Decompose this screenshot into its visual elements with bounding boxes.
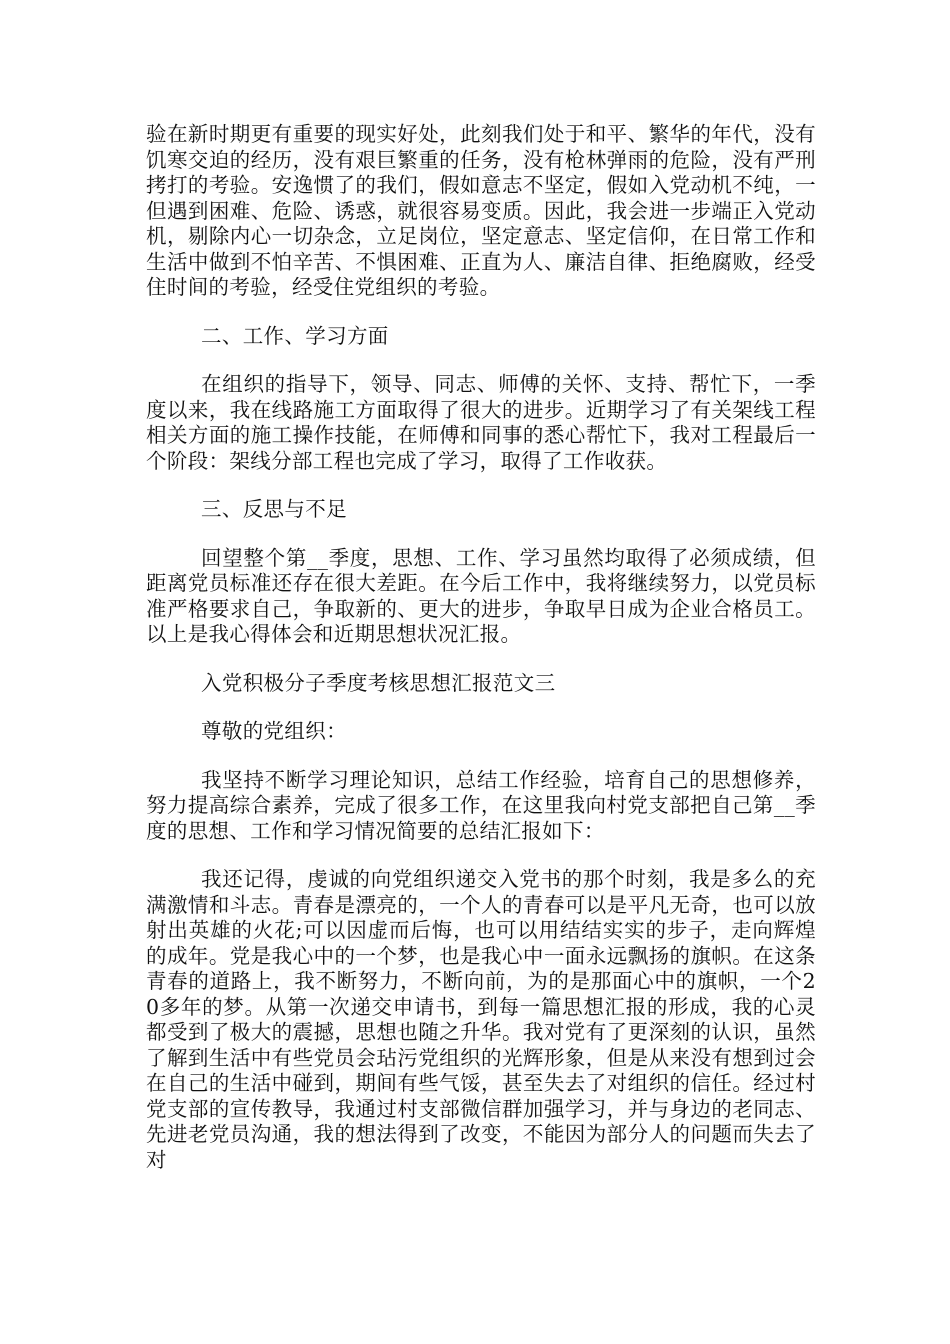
section-heading-reflection: 三、反思与不足: [201, 497, 347, 521]
paragraph-reflection: 回望整个第__季度，思想、工作、学习虽然均取得了必须成绩，但距离党员标准还存在很大差距。在今后工作中，我将继续努力，以党员标准严格要求自己，争取新的、更大的进步，争取早日成为企业合格员工。以上是我心得体会和近期思想状况汇报。: [146, 545, 816, 646]
section-heading-work-study: 二、工作、学习方面: [201, 323, 389, 348]
sample-title: 入党积极分子季度考核思想汇报范文三: [201, 670, 556, 695]
paragraph-work-study: 在组织的指导下，领导、同志、师傅的关怀、支持、帮忙下，一季度以来，我在线路施工方面取得了很大的进步。近期学习了有关架线工程相关方面的施工操作技能，在师傅和同事的悉心帮忙下，我对工程最后一个阶段：架线分部工程也完成了学习，取得了工作收获。: [146, 372, 816, 473]
paragraph-intro: 我坚持不断学习理论知识，总结工作经验，培育自己的思想修养，努力提高综合素养，完成了很多工作，在这里我向村党支部把自己第__季度的思想、工作和学习情况简要的总结汇报如下：: [146, 767, 816, 843]
paragraph-continuation: 验在新时期更有重要的现实好处，此刻我们处于和平、繁华的年代，没有饥寒交迫的经历，没有艰巨繁重的任务，没有枪林弹雨的危险，没有严刑拷打的考验。安逸惯了的我们，假如意志不坚定，假如入党动机不纯，一但遇到困难、危险、诱惑，就很容易变质。因此，我会进一步端正入党动机，剔除内心一切杂念，立足岗位，坚定意志、坚定信仰，在日常工作和生活中做到不怕辛苦、不惧困难、正直为人、廉洁自律、拒绝腐败，经受住时间的考验，经受住党组织的考验。: [146, 122, 816, 299]
document-page: [146, 122, 816, 1196]
paragraph-memory: 我还记得，虔诚的向党组织递交入党书的那个时刻，我是多么的充满激情和斗志。青春是漂亮的，一个人的青春可以是平凡无奇，也可以放射出英雄的火花;可以因虚而后悔，也可以用结结实实的步子，走向辉煌的成年。党是我心中的一个梦，也是我心中一面永远飘扬的旗帜。在这条青春的道路上，我不断努力，不断向前，为的是那面心中的旗帜，一个20多年的梦。从第一次递交申请书，到每一篇思想汇报的形成，我的心灵都受到了极大的震撼，思想也随之升华。我对党有了更深刻的认识，虽然了解到生活中有些党员会玷污党组织的光辉形象，但是从来没有想到过会在自己的生活中碰到，期间有些气馁，甚至失去了对组织的信任。经过村党支部的宣传教导，我通过村支部微信群加强学习，并与身边的老同志、先进老党员沟通，我的想法得到了改变，不能因为部分人的问题而失去了对: [146, 867, 816, 1172]
salutation: 尊敬的党组织：: [201, 719, 347, 743]
